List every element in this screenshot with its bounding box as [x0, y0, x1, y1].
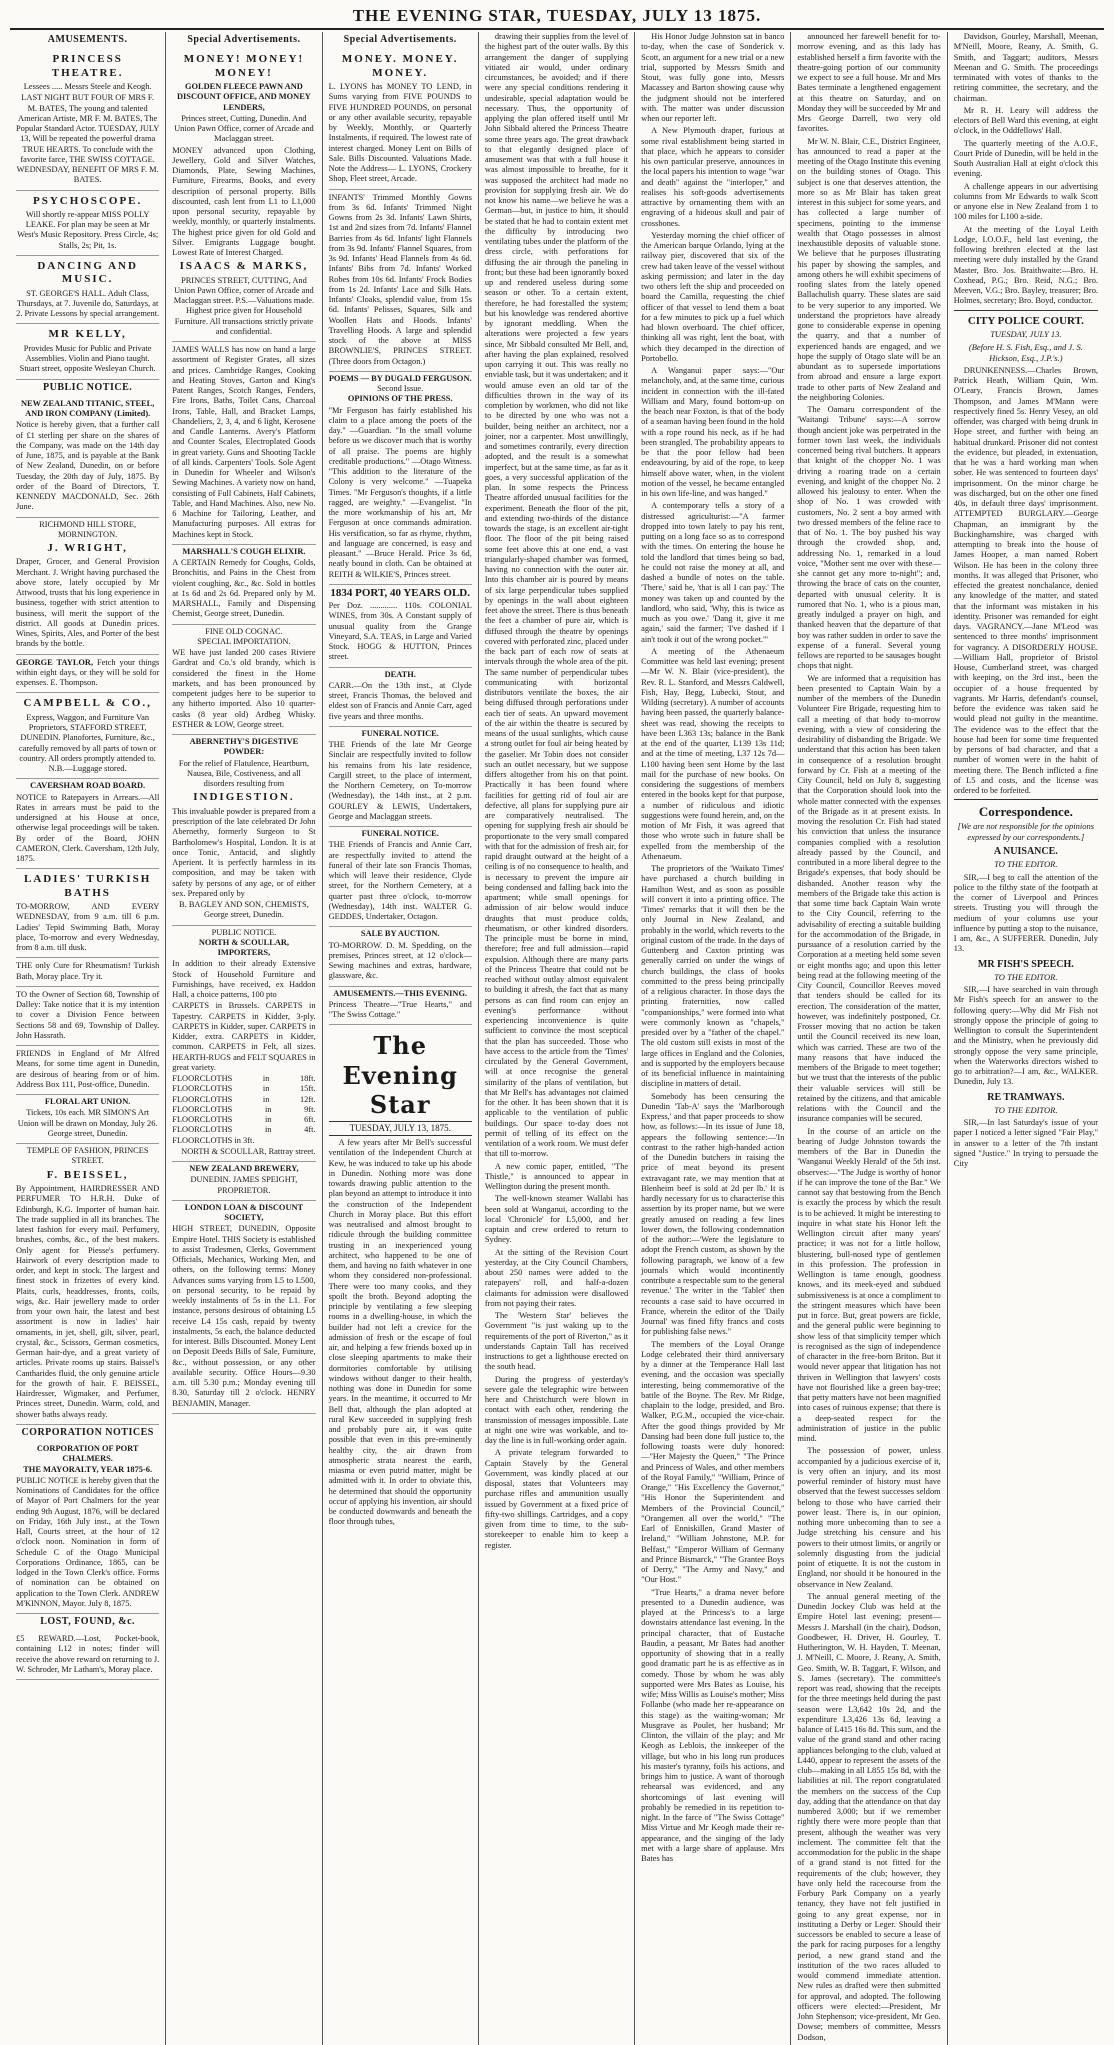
ad-title: NEW ZEALAND TITANIC, STEEL, AND IRON COMPANY (Limited).	[20, 398, 155, 419]
ad-body: FRIENDS in England of Mr Alfred Means, for some time agent in Dunedin, are desirous of hearing from or of him. Address Box 111, Post-office, Dunedin.	[16, 1049, 160, 1089]
ad-golden-fleece	[172, 49, 315, 342]
ad-friends	[16, 1046, 159, 1095]
ad-body: Notice is hereby given, that a further call of £1 sterling per share on the shares of the Company, was made on the 14th day of June, 1875, and is payable at the Bank of New Zealand, Dunedin, on or before Tuesday, the 20th day of July, 1875. By order of the Board of Directors, T. KENNEDY MACDONALD, Sec. 26th June.	[16, 420, 160, 512]
ad-north-scoullar	[172, 926, 315, 1163]
article-paragraph: A few years after Mr Bell's successful ventilation of the Independent Church at Kew, he was induced to take up his abode in Dunedin. Nothing more was done towards drawing public attention to the plan beyond an attempt to introduce it into the construction of the Independent Church in Moray place. But this effort was neutralised and almost brought to ridicule through the building committee trusting in an inexperienced young architect, who happened to be one of them, and having no faith whatever in one whom they considered non-professional. There were too many cooks, and they spoilt the broth. Beyond adopting the principle by ventilating a few sleeping rooms in a dwelling-house, in which the builder had not left a crevice for the admission of fresh or the escape of foul air, and helping a few friends boxed up in close sleeping apartments to make their dormitories comfortable by utilising windows without danger to their health, nothing was done in Dunedin for some years. In the meantime, it occurred to Mr Bell that, although the plan adopted at rural Kew succeeded in supplying fresh and probably pure air, it was quite possible that even in this pre-eminently healthy city, the air drawn from atmospheric strata nearest the earth, miasma or even putrid matter, might be admitted with it. In order to obviate this, he determined that should the opportunity occur of applying his invention, air should be conducted downwards and beneath the floor through tubes,	[328, 1138, 472, 1527]
ad-list: CARPETS in Brussels. CARPETS in Tapestry. CARPETS in Kidder, 3-ply. CARPETS in Kidder, super. CARPETS in Kidder, extra. CARPETS in Kidder, common. CARPETS in Felt, all sizes. HEARTH-RUGS and FELT SQUARES in great variety.	[172, 1001, 316, 1072]
ad-body: For the relief of Flatulence, Heartburn, Nausea, Bile, Costiveness, and all disorders resulting from	[178, 758, 309, 789]
news-item: The quarterly meeting of the A.O.F., Court Pride of Dunedin, will be held in the South Australian Hall at eight o'clock this evening.	[953, 138, 1098, 179]
ad-caversham	[16, 779, 159, 869]
section-heading: PUBLIC NOTICE.	[43, 381, 133, 393]
correspondence-note: [We are not responsible for the opinions expressed by our correspondents.]	[957, 821, 1095, 842]
ad-body: TO the Owner of Section 68, Township of Dalley: Take notice that it is my intention to cover a Division Fence between Sections 58 and 69, Township of Dalley. John Hassrath.	[16, 989, 160, 1040]
ad-title: NEW ZEALAND BREWERY,	[189, 1164, 299, 1174]
notice-body: Princess Theatre—"True Hearts," and "The Swiss Cottage."	[328, 999, 472, 1020]
ad-body: This invaluable powder is prepared from a prescription of the late celebrated Dr John Abernethy, formerly Surgeon to St Bartholomew's Hospital, London. It is at once Tonic, Antacid, and slightly Aperient. It is perfectly harmless in its composition, and may be taken with safety by persons of any age, or of either sex. Prepared only by	[172, 806, 316, 898]
ad-abernethy	[172, 735, 315, 925]
column-3	[323, 32, 479, 2045]
ad-body: TO-MORROW, AND EVERY WEDNESDAY, from 9 a.m. till 6 p.m. Ladies' Tepid Swimming Bath, Moray place, To-morrow and every Wednesday, from 8 a.m. till dusk.	[16, 902, 160, 953]
column-7	[948, 32, 1104, 2045]
letter-salutation: TO THE EDITOR.	[994, 971, 1058, 982]
ad-subtitle: THE MAYORALTY, YEAR 1875-6.	[23, 1464, 153, 1474]
notice-body: THE Friends of the late Mr George Sinclair are respectfully invited to follow his remains from his late residence, Cargill street, to the place of interment, the Northern Cemetery, on To-morrow (Wednesday), the 14th inst., at 2 p.m. GOURLEY & LEWIS, Undertakers, George and Maclaggan streets.	[328, 740, 472, 821]
ad-body: THE only Cure for Rheumatism! Turkish Bath, Moray place. Try it.	[16, 961, 160, 981]
ad-title: FLORAL ART UNION.	[44, 1097, 131, 1107]
letter-body: SIR,—In last Saturday's issue of your paper I noticed a letter signed "Fair Play," in answer to a letter of the 7th instant signed "Justice." In trying to persuade the City	[953, 1118, 1098, 1169]
section-heading: Special Advertisements.	[343, 34, 457, 45]
notice-death	[329, 668, 472, 727]
notice-title: FUNERAL NOTICE.	[361, 829, 439, 839]
ad-title: CAMPBELL & CO.,	[23, 697, 152, 710]
ad-infants	[329, 190, 472, 372]
news-item: The annual general meeting of the Dunedin Jockey Club was held at the Empire Hotel last evening; present—Messrs J. Marshall (in the chair), Dodson, Goodbewer, H. Driver, H. Gourley, T. Hutherington, W. H. Hayden, T. Meenan, J. M'Neill, C. Moore, J. Reany, A. Smith, Geo. Smith, W. B. Taggart, F. Wilson, and S. James (secretary). The committee's report was read, showing that the receipts for the three meetings held during the past season were L3,642 10s 2d, and the expenditure L3,426 13s 6d, leaving a balance of L415 16s 8d. This sum, and the value of the grand stand and other racing appliances belonging to the club, valued at L440, appear to represent the assets of the club—making in all L855 15s 8d, with the liabilities at nil. The report congratulated the members on the success of the Cup day, adding that the attendance on that day numbered 3,000; but if we remember rightly there were more people than that present, although the weather was very inclement. The committee felt that the accommodation for the public in the shape of a grand stand is not fitted for the requirements of the club; however, they have only held the racecourse from the Forbury Park Company on a yearly tenancy, they have not felt justified in going to any great expense, nor in instituting a Derby or Leger. Should their successors be enabled to secure a lease of the park for racing purposes for a lengthy period, a new grand stand and the institution of the two races alluded to would commend immediate attention. New rules as drafted were then submitted for approval, and adopted. The following officers were elected:—President, Mr John Stephenson; vice-president, Mr Geo. Dowse; members of committee, Messrs Dodson,	[797, 1591, 941, 2042]
news-item: The well-known steamer Wallabi has been sold at Wanganui, according to the local 'Chronicle' for L5,000, and her captain and crew ordered to return to Sydney.	[484, 1194, 629, 1245]
notice-funeral-2	[329, 827, 472, 927]
column-2	[166, 32, 322, 2045]
notice-body: THE Friends of Francis and Annie Carr, are respectfully invited to attend the funeral of their late son Francis Thomas, which will leave their residence, Clyde street, for the Northern Cemetery, at a quarter past three o'clock, to-morrow (Wednesday), 14th inst. WALTER G. GEDDES, Undertaker, Octagon.	[328, 840, 472, 922]
ad-subtitle: RICHMOND HILL STORE, MORNINGTON.	[39, 519, 137, 539]
notice-body: TO-MORROW. D. M. Spedding, on the premises, Princes street, at 12 o'clock—Sewing machines and extras, hardware, glassware, &c.	[328, 940, 472, 981]
ad-title: GEORGE TAYLOR,	[16, 657, 94, 667]
news-item: The members of the Loyal Orange Lodge celebrated their third anniversary by a dinner at the Temperance Hall last evening, and the occasion was specially interesting, being commemorative of the battle of the Boyne. The Rev. Mr Ridge, chaplain to the lodge, presided, and Bro. Walker, P.G.M., occupied the vice-chair. After the good things provided by Mr Dansing had been done full justice to, the following toasts were duly honored:—"Her Majesty the Queen," "The Prince and Princess of Wales, and other members of the Royal Family," "William, Prince of Orange," "His Excellency the Governor," "His Honor the Superintendent and Members of the Provincial Council," "Orangemen all over the world," "The Earl of Enniskillen, Grand Master of Ireland," "William Johnstone, M.P. for Belfast," "Emperor William of Germany and Prince Bismarck," "The Grantee Boys of Derry," "The Army and Navy," and "Our Host."	[641, 1339, 785, 1585]
news-item: At the meeting of the Loyal Leith Lodge, I.O.O.F., held last evening, the following brethren elected at the last meeting were duly installed by the Grand Master, Bro. Jos. Braithwaite:—Bro. H. Coxhead, P.G.; Bro. Reid, N.G.; Bro. Meeven, V.G.; Bro. Bayley, treasurer; Bro. Holmes, secretary; Bro. Boyd, conductor.	[953, 224, 1098, 306]
ad-title: MARSHALL'S COUGH ELIXIR.	[182, 546, 306, 556]
divider	[954, 799, 1098, 800]
correspondence-heading: Correspondence.	[978, 804, 1073, 820]
notice-funeral-1	[329, 727, 472, 827]
ad-title: FINE OLD COGNAC.	[205, 626, 283, 636]
ad-body: Express, Waggon, and Furniture Van Proprietors, STAFFORD STREET, DUNEDIN. Planofortes, Furniture, &c., carefully removed by all parts of town or country. All orders promptly attended to. N.B.—Luggage stored.	[18, 712, 157, 774]
notice-title: SALE BY AUCTION.	[360, 929, 440, 939]
ad-london-loan	[172, 1201, 315, 1414]
ad-body: HIGH STREET, DUNEDIN, Opposite Empire Hotel. THIS Society is established to assist Tradesmen, Clerks, Government Officials, Mechanics, Working Men, and others, on the following terms: Money Advances sums varying from L5 to L500, on personal security, to be repaid by weekly instalments of 5s in the L1. For instance, persons desirous of obtaining L5 receive L4 15s cash, repaid by twenty instalments, 5s each, the balance deducted for interest. Bills Discounted. Money Lent on Deposit Deeds Bills of Sale, Furniture, &c., without possession, or any other available security. Office Hours—9.30 a.m. till 5.30 p.m.; Monday evening till 8.30, Saturday till 2 o'clock. HENRY BENJAMIN, Manager.	[172, 1224, 316, 1408]
ad-title: POEMS — BY DUGALD FERGUSON.	[328, 373, 472, 383]
news-item: Somebody has been censuring the Dunedin 'Tab-A' says the 'Marlborough Express,' and that paper proceeds to show how, as follows:—In its issue of June 18, appears the following sentence:—'In contrast to the rather high-handed action of the Dunedin butchers in raising the price of meat beyond its present extravagant rate, we may mention that at Blenheim beef is sold at 2d per lb.' It is hardly necessary for us to characterise this assertion by its proper name, but we were greatly amused on reading a few lines lower down, the following condemnation of the author:—'Were the legislature to adopt the French custom, as shown by the following paragraph, we know of a few journals which would incontinently contribute a respectable sum to the general revenue.' The writer in the 'Tablet' then recounts a case said to have occurred in France, wherein the editor of the 'Daily Journal' was fined fifty francs and costs for publishing false news."	[641, 1091, 785, 1337]
ad-body: L. LYONS has MONEY TO LEND, in Sums varying from FIVE POUNDS to FIVE HUNDRED POUNDS, on personal or any other available security, repayable by Weekly, Monthly, or Quarterly Instalments, if required. The lowest rate of interest charged. Money Lent on Bills of Sale. Bills Discounted. Valuations Made. Note the Address— L. LYONS, Crockery Shop, Fleet street, Arcade.	[328, 82, 472, 184]
column-5	[635, 32, 791, 2045]
letter-title: RE TRAMWAYS.	[987, 1091, 1065, 1103]
ad-body: DUNEDIN. JAMES SPEIGHT, PROPRIETOR.	[190, 1175, 298, 1195]
ad-title: ISAACS & MARKS,	[179, 260, 309, 273]
ad-brewery	[172, 1162, 315, 1201]
ad-cognac	[172, 625, 315, 736]
news-item: A meeting of the Athenaeum Committee was held last evening; present—Mr W. N. Blair (vice-president), the Rev. R. L. Stanford, and Messrs Caldwell, Fish, Hay, Begg, Lubecki, Stout, and Wilding (secretary). A number of accounts having been passed, the quarterly balance-sheet was read, showing the receipts to have been L363 13s; balance in the Bank at the end of the quarter, L139 13s 11d; and at the time of meeting, L37 12s 7d—L100 having been sent Home by the last mail for the purchase of new books. On considering the suggestions of members entered in the books kept for that purpose, a number of ridiculous and idiotic suggestions were found herein, and, on the motion of Mr Fish, it was agreed that those who wrote such in future shall be expelled from the membership of the Athenaeum.	[641, 646, 785, 861]
ad-body: Provides Music for Public and Private Assemblies. Violin and Piano taught. Stuart street, opposite Wesleyan Church.	[19, 343, 156, 374]
letter-salutation: TO THE EDITOR.	[994, 859, 1058, 870]
ad-body: A CERTAIN Remedy for Coughs, Colds, Bronchitis, and Pains in the Chest from violent coughing, &c., &c. Sold in bottles at 1s 6d and 2s 6d. Prepared only by M. MARSHALL, Family and Dispensing Chemist, George street, Dunedin.	[172, 558, 316, 619]
ad-title: MR KELLY,	[48, 328, 127, 341]
ad-title: ABERNETHY'S DIGESTIVE POWDER:	[189, 737, 299, 757]
divider	[954, 310, 1098, 311]
ad-title: PSYCHOSCOPE.	[33, 194, 143, 207]
letter-salutation: TO THE EDITOR.	[994, 1104, 1058, 1115]
letter-body: SIR,—I have searched in vain through Mr Fish's speech for an answer to the following query:—Why did Mr Fish not strongly oppose the principle of going to Wellington to consult the Superintendent and the Ministry, when he previously did strongly oppose the very same principle, when the Waterworks directors wished to go to arbitration?—I am, &c., WALKER. Dunedin, July 13.	[953, 985, 1098, 1087]
ad-title: CORPORATION OF PORT CHALMERS.	[36, 1444, 139, 1464]
ad-port-chalmers	[16, 1442, 159, 1614]
ad-psychoscope	[16, 191, 159, 256]
ad-subtitle: GOLDEN FLEECE PAWN AND DISCOUNT OFFICE, AND MONEY LENDERS,	[176, 82, 311, 112]
article-paragraph: drawing their supplies from the level of the highest part of the outer walls. By this arrangement the danger of supplying vitiated air would, under ordinary circumstances, be avoided; and if there were any special conditions rendering it undesirable, special adaptation would be necessary. Thus, the opportunity of applying the plan offered itself until Mr John Sibbald altered the Princess Theatre some three years ago. The great drawback to that elegantly designed place of amusement was that with a full house it was almost impossible to breathe, for it was supposed the architect had made no provision for supplying fresh air. We do not know his name—we believe he was a German—but, in justice to him, it should be stated that he had to contain extent met the difficulty by introducing two ventilating tubes under the platform of the dress circle, with perforations for diffusing the air through the paneling in front; but these had been ignorantly boxed up and rendered useless during some season or other. To a certain extent, therefore, he had forestalled the system; but his knowledge was rendered abortive by ignorant meddling. When the alterations were projected a few years since, Mr Sibbald consulted Mr Bell, and, after having the plan explained, resolved upon carrying it out. This was really no enviable task, but it was undertaken; and it would amuse even an old tar of the difficulties thrown in the way of its completion by workmen, who did not like to be directed by one who was not a builder, being neither an architect, nor a joiner, nor a carpenter. Most unwillingly, and sometimes contrarily, every direction adopted, and the result is a somewhat imperfect, but at the same time, as far as it goes, a very successful application of the plan. In some respects the Princess Theatre afforded unusual facilities for the experiment. Beneath the floor of the pit, and extending two-thirds of the distance towards the stage, is an excellent air-tight floor. The floor of the pit being raised some feet above this at one end, a vast triangularly-shaped chamber was formed, having no connection with the outer air. Into this chamber air is poured by means of six large perpendicular tubes supplied by openings in the wall about eighteen feet above the street. There is thus beneath the feet a chamber of pure air, which is diffused through the theatre by openings covered with perforated zinc, placed under the back part of each row of seats at intervals through the whole area of the pit. The same number of perpendicular tubes communicating with horizontal distributors ventilate the boxes, the air being diffused through perforations under each tier of seats. An upward movement of the air within the theatre is secured by means of the usual sunlights, which cause a strong outlet for foul air being heated by the gaselier. Mr Tobin does not consider such an outlet necessary, but we suppose differs altogether from his on that point. Practically it has been found where facilities for getting rid of foul air are defective, all plans for supplying pure air are comparatively neutralised. The opening for supplying fresh air should be proportionate to the very small compared with that for the admission of fresh air, for rapid draught outward at the height of a ceiling is of no consequence to health, and is necessary to prevent the impure air being condensed and falling back into the apartment; while small openings for admission of air below would induce draughts that must produce colds, rheumatism, or other kindred disorders. The principle must be borne in mind, therefore; free and full admission—rapid expulsion. Although there are many parts of the Princess Theatre that could not be reached without outlay almost equivalent to building it afresh, the fact that as many persons as can find room can enjoy an evening's performance without experiencing inconvenience is quite sufficient to convince the most sceptical that the plan has succeeded. Those who have access to the article from the 'Times' circulated by the General Government, will at once recognise the general similarity of the plans of ventilation, but that Mr Bell's has advantages not claimed for the other. It has been shown that it is applicable to the ventilation of public buildings. Our space to-day does not permit of telling of its effect on the ventilation of a work room. We must defer that till to-morrow.	[484, 32, 629, 1159]
ad-titanic	[16, 397, 159, 518]
notice-sale	[329, 927, 472, 986]
ad-list: FLOORCLOTHS in 18ft. FLOORCLOTHS in 15ft. FLOORCLOTHS in 12ft. FLOORCLOTHS in 9ft. FLOORCLOTHS in 6ft. FLOORCLOTHS in 4ft. FLOORCLOTHS in 3ft.	[172, 1074, 316, 1145]
ad-subtitle: SPECIAL IMPORTATION.	[197, 636, 291, 646]
ad-body: Princes street, Cutting, Dunedin. And Union Pawn Office, corner of Arcade and Maclaggan street.	[174, 113, 314, 144]
ad-body: PUBLIC NOTICE is hereby given that the Nominations of Candidates for the office of Mayor of Port Chalmers for the year ending 9th August, 1876, will be declared on Friday, 16th July inst., at the Town Hall, Courts street, at the hour of 12 o'clock noon. Nomination in form of Schedule C of the Otago Municipal Corporations Ordinance, 1865, can be lodged in the Town Clerk's office. Forms of nomination can be obtained on application to the Town Clerk. ANDREW M'KINNON, Mayor. July 8, 1875.	[16, 1475, 160, 1608]
news-item: "True Hearts," a drama never before presented to a Dunedin audience, was played at the Princess's to a large downstairs attendance last evening. In the principal character, that of Eustache Baudin, a peasant, Mr Bates had another opportunity of showing that in a really good dramatic part he is as effective as in comedy. Those by whom he was ably supported were Mrs Bates as Louise, his wife; Miss Willis as Louise's mother; Miss Follanbe (who made her re-appearance on this stage) as the waiting-woman; Mr Musgrave as Poulet, her husband; Mr Clinton, the villain of the play; and Mr Keogh as Leblois, the innkeeper of the village, but who in his long run produces his master's tyranny, foils his actions, and brings him to justice. A want of thorough rehearsal was evidenced, and any shortcomings of last evening will probably be remedied in its repetition to-night. In the farce of "The Swiss Cottage" Miss Virtue and Mr Keogh made their re-appearance, and the singing of the lady met with a large share of applause. Mrs Bates has	[641, 1587, 785, 1863]
editorial-article	[329, 1138, 472, 1528]
ad-title: MONEY! MONEY! MONEY!	[183, 53, 305, 79]
ad-body: Tickets, 10s each. MR SIMON'S Art Union will be drawn on Monday, July 26. George street, Dunedin.	[17, 1108, 158, 1138]
section-heading: LOST, FOUND, &c.	[40, 1616, 136, 1628]
letter-body: SIR,—I beg to call the attention of the police to the filthy state of the footpath at the corner of Liverpool and Princes streets. Trusting you will through the medium of your columns use your influence by putting a stop to the nuisance, I am, &c., A SUFFERER. Dunedin, July 13.	[953, 872, 1098, 954]
ad-title: MONEY. MONEY. MONEY.	[341, 53, 459, 79]
ad-body: PRINCES STREET, CUTTING, And Union Pawn Office, corner of Arcade and Maclaggan street. P.S.—Valuations made. Highest price given for Household Furniture. All transactions strictly private and confidential.	[173, 275, 315, 336]
court-bench: (Before H. S. Fish, Esq., and J. S. Hickson, Esq., J.P.'s.)	[968, 342, 1083, 363]
ad-beissel	[16, 1144, 159, 1425]
ad-body: ST. GEORGE'S HALL. Adult Class, Thursdays, at 7. Juvenile do, Saturdays, at 2. Private Lessons by special arrangement.	[16, 288, 160, 319]
ad-subtitle: PUBLIC NOTICE.	[211, 927, 277, 937]
news-item: A New Plymouth draper, furious at some rival establishment being started in that place, which he appears to consider his own particular preserve, announces in the local papers his intention to wage "war and death" against the "interloper," and realises his soft-goods advertisements attractive by ornamenting them with an engraving of a hideous skull and pair of crossbones.	[641, 126, 785, 228]
letter-title: A NUISANCE.	[993, 846, 1058, 858]
ad-body: LAST NIGHT BUT FOUR OF MRS F. M. BATES, The young and talented American Artiste, MR F. M. BATES, The Popular Standard Actor. TUESDAY, JULY 13, Will be repeated the powerful drama TRUE HEARTS. To conclude with the favorite farce, THE SWISS COTTAGE. WEDNESDAY, BENEFIT OF MRS F. M. BATES.	[16, 93, 160, 185]
news-item: The proprietors of the 'Waikato Times' have purchased a church building in Hamilton West, and as soon as possible will convert it into a printing office. The 'Times' remarks that it will then be the only Journal in New Zealand, and probably in the world, which reverts to the original custom of the trade. In the days of Guttenberg and Caxton printing was generally carried on under the wings of church buildings, the class of books committed to the press being principally of a religious character. In those days the printing fraternities, now called "companionships," were formed into what were commonly known as "chapels," presided over by a "father of the chapel." The old custom still exists in most of the large offices in England and the Colonies, and is supported by the employers because of its beneficial influence in maintaining discipline in matters of detail.	[641, 864, 785, 1089]
ad-body: "Mr Ferguson has fairly established his claim to a place among the poets of the day." —Guardian. "In the small volume before us we discover much that is worthy of all praise. The poems are highly creditable productions." —Otago Witness. "This addition to the literature of the Colony is very welcome." —Tuapeka Times. "Mr Ferguson's thoughts, if a little ragged, are weighty." —Evangelist. "In the more workmanship of his art, Mr Ferguson at once commands admiration. His versification, so far as rhyme, rhythm, and language are concerned, is easy and pleasant." —Bruce Herald. Price 3s 6d, neatly bound in cloth. Can be obtained at REITH & WILKIE'S, Princes street.	[328, 405, 472, 579]
ad-owner	[16, 987, 159, 1046]
news-item: At the sitting of the Revision Court yesterday, at the City Council Chambers, about 250 names were added to the ratepayers' roll, and half-a-dozen claimants for admission were disallowed from not paying their rates.	[484, 1247, 629, 1308]
section-heading: Special Advertisements.	[187, 34, 301, 45]
ad-body: £5 REWARD.—Lost, Pocket-book, containing L12 in notes; finder will receive the above reward on returning to J. W. Schroder, Mr Latham's, Moray place.	[16, 1634, 160, 1674]
ad-poems	[329, 372, 472, 585]
masthead-title: THE EVENING STAR, TUESDAY, JULY 13 1875.	[352, 6, 762, 25]
notice-title: DEATH.	[384, 669, 416, 679]
ad-title: F. BEISSEL,	[46, 1168, 129, 1181]
ad-turkish-baths	[16, 869, 159, 958]
ad-james-walls	[172, 342, 315, 545]
ad-title: CAVERSHAM ROAD BOARD.	[30, 781, 146, 791]
news-item: Davidson, Gourley, Marshall, Meenan, M'Neill, Moore, Reany, A. Smith, G. Smith, and Taggart; auditors, Messrs Meenan and G. Smith. The proceedings terminated with votes of thanks to the retiring committee, the secretary, and the chairman.	[953, 32, 1098, 103]
ad-text: Fetch your things within eight days, or they will be sold for expenses. E. Thompson.	[16, 657, 160, 688]
column-1	[10, 32, 166, 2045]
notice-body: CARR.—On the 13th inst., at Clyde street, Francis Thomas, the beloved and eldest son of Francis and Annie Carr, aged five years and three months.	[328, 680, 472, 721]
ad-body: Will shortly re-appear MISS POLLY LEAKE. For plan may be seen at Mr West's Music Repository. Press Circle, 4s; Stalls, 2s; Pit, 1s.	[17, 209, 159, 250]
ad-lessees: Lessees ..... Messrs Steele and Keogh.	[23, 82, 152, 91]
masthead	[10, 6, 1104, 30]
news-item: The Oamaru correspondent of the 'Waitangi Tribune' says:—A sorrow though ancient joke was perpetrated in the former town last week, the individuals concerned being rival butchers. It appears that knight of the chopper No. 1 was driving a roaring trade on a certain evening, and knight of the chopper No. 2 allowed his jealousy to enter. When the shop of No. 1 was crowded with customers, No. 2 sent a boy armed with two dressed members of the feline race to that of No. 1. The boy pushed his way through the crowded shop, and, addressing No. 1, remarked in a loud voice, "Mother sent me over with these—she cannot get any more to-night"; and, throwing the brace of cats on the counter, departed with unusual celerity. It is rumored that No. 1, who is a pious man, greatly indulged a prayer on high, and thanked heaven that the departure of that boy was rather sudden in order to save the expense of a funeral. Several young fellows are reported to be sausages bought chops that night.	[797, 405, 941, 671]
editorial-masthead: The Evening Star	[342, 1031, 458, 1119]
ad-princess-theatre	[16, 49, 159, 190]
court-report: DRUNKENNESS.—Charles Brown, Patrick Heath, William Quin, Wm. O'Leary, Francis Brown, James Thompson, and James M'Mann were respectively fined 5s. Henry Vesey, an old offender, was charged with being drunk in Hope street, and further with being an habitual drunkard. Prisoner did not contest the evidence, but pleaded, in extenuation, that he was a hard working man when sober. He was sentenced to fourteen days' imprisonment. On the minor charge he was discharged, but on the other one fined 40s, in default three days' imprisonment. ATTEMPTED BURGLARY.—George Chapman, an immigrant by the Buckinghamshire, was charged with attempting to break into the house of James Hooper, a man named Robert Wilson. He has been in the colony three months. It was alleged that Prisoner, who effected the greatest nonchalance, denied any knowledge of the matter, and stated that the informant was mistaken in his identity. Prisoner was remanded for eight days. VAGRANCY.—Jane M'Leod was sentenced to three months' imprisonment for vagrancy. A DISORDERLY HOUSE.—William Hall, proprietor of Bristol House, Cumberland street, was charged with keeping, on the 3rd inst., been the occupier of a house frequented by vagrants. Mr Harris, defendant's counsel, before the evidence was taken said he would plead not guilty in the meantime. The evidence was to the effect that the house had been for some time frequented by persons of bad character, and that a number of women were in the habit of meeting there. The Bench inflicted a fine of L5 and costs, and the license was ordered to be forfeited.	[953, 365, 1098, 796]
ad-title: NORTH & SCOULLAR, IMPORTERS,	[198, 937, 290, 958]
news-item: Mr W. N. Blair, C.E., District Engineer, has announced to read a paper at the meeting of the Otago Institute this evening on the building stones of Otago. This subject is one that deserves attention, the more so as Mr Blair has taken great interest in this subject for some years, and has collected a large number of specimens, pointing to the immense wealth that Otago possesses in almost inexhaustible deposits of valuable stone. We believe that he purposes illustrating his paper by showing the samples, and among others he will exhibit specimens of roofing slates from the lately opened Ballachulish quarry. These slates are said to be very superior to any imported. We understand the proprietors have already gone to considerable expense in opening the quarry, and that a number of experienced hands are engaged, and we hope the supply of Otago slate will be an abundant as to supersede importations from abroad and ensure a large export trade to other parts of New Zealand and the neighboring Colonies.	[797, 136, 941, 402]
ad-cure	[16, 958, 159, 987]
letter-title: MR FISH'S SPEECH.	[977, 958, 1074, 970]
ad-title: LADIES' TURKISH BATHS	[23, 873, 152, 899]
ad-campbell	[16, 693, 159, 779]
news-item: His Honor Judge Johnston sat in banco to-day, when the case of Sonderick v. Scott, an argument for a new trial or a new trial, supported by Messrs Smith and Stout, was fully gone into, Messrs Macassey and Barton showing cause why the judgment should not be interfered with. The matter was under discussion when our reporter left.	[641, 32, 785, 123]
ad-body	[16, 658, 159, 689]
ad-dancing	[16, 256, 159, 325]
ad-taylor	[16, 655, 159, 694]
court-date: TUESDAY, JULY 13.	[990, 328, 1062, 339]
news-item: We are informed that a requisition has been presented to Captain Wain by a number of the members of the Dunedin Volunteer Fire Brigade, requesting him to call a meeting of that body to-morrow evening, with a view of considering the desirability of disbanding the Brigade. We understand that this action has been taken in consequence of a resolution brought forward by Cr. Fish at a meeting of the City Council, held on July 8, suggesting that the Corporation should look into the whole matter connected with the expenses of the Brigade as it at present exists. In moving the resolution Cr. Fish had stated his conviction that unless the insurance companies complied with a resolution already passed by the Council, and contributed in a more liberal degree to the Brigade's expenses, that body should be disbanded. Another reason why the members of the Brigade take this action is that some time back Captain Wain wrote to the City Council, referring to the advisability of erecting a suitable building for the accommodation of the Brigade, in pursuance of a resolution carried by the Corporation at a meeting held some seven or eight months ago; and upon this letter being read at the following meeting of the City Council, Councillor Reeves moved that tenders should be called for its erection. The consideration of the matter, however, was indefinitely postponed, Cr. Frosser moving that no action be taken until the Council received its new loan, which was carried. These are two of the many reasons that have induced the members of the Brigade to meet together; but we trust that the interests of the public their valuable services will still be retained by the citizens, and that amicable relations with the Council and the insurance companies will be secured.	[797, 673, 941, 1124]
ad-cough-elixir	[172, 545, 315, 625]
ad-body: JAMES WALLS has now on hand a large assortment of Register Grates, all sizes and prices. Cambridge Ranges, Cooking and Heating Stoves, Garton and King's Patent Ranges, Scotch Ranges, Fenders, Fire Irons, Baths, Toilet Cans, Charcoal Irons, Table, Hall, and Bracket Lamps, Chandeliers, 2, 3, 4, and 6 light, Kerosene and Candle Lanterns. Avery's Platform and Counter Scales, Electroplated Goods in great variety. Guns and Shooting Tackle of all kinds. Carpenters' Tools. Sole Agent in Dunedin for Wheeler and Wilson's Sewing Machines. A variety now on hand, consisting of Full Cabinets, Half Cabinets, Table, and Hand Machines. Also, new No. 6 Machine for Tailoring, Leather, and Manufacturing purposes. All extras for Machines kept in Stock.	[172, 345, 316, 539]
ad-title: DANCING AND MUSIC.	[37, 259, 138, 286]
ad-body: Per Doz. ............. 110s. COLONIAL WINES, from 30s. A Constant supply of unusual quality from the Grange Vineyard, S.A. TEAS, in Large and Varied Stock. HOGG & HUTTON, Princes street.	[328, 601, 472, 662]
news-item: A contemporary tells a story of a distressed agriculturist:—"A farmer dropped into town lately to pay his rent, putting on a long face so as to correspond with the times. On entering the house he told the landlord that times being so bad, he could not raise the money at all, and dashed a bundle of notes on the table. 'There,' said he, 'that is all I can pay.' The money was taken up and counted by the landlord, who said, 'Why, this is twice as much as you owe.' 'Dang it, give it me again,' said the farmer; 'I've dashed if I ain't took it out of the wrong pocket.'"	[641, 501, 785, 644]
news-item: A new comic paper, entitled, "The Thistle," is announced to appear in Wellington during the present month.	[484, 1161, 629, 1191]
ad-body: Draper, Grocer, and General Provision Merchant. J. Wright having purchased the above store, lately occupied by Mr Attwood, trusts that his long experience in business, together with strict attention to business, will merit the support of the district. All goods at Dunedin prices. Wines, Spirits, Ales, and Porter of the best brands by the bottle.	[16, 557, 160, 649]
ad-body: By Appointment, HAIRDRESSER AND PERFUMER TO H.R.H. Duke of Edinburgh, K.G. Importer of human hair. The trade supplied in all its branches. The latest fashion for every mail. Perfumery, brushes, combs, &c., of the best makers. Only agent for Piesse's perfumery. Hairwork of every description made to order, and kept in stock. The largest and finest stock in frizettes of every kind. Plaits, curls, headdresses, fronts, coils, wigs, &c. Hair jewellery made to order from your own hair, the latest and best assortment is now in ladies' hair ornaments, in jet, shell, gilt, silver, pearl, crystal, &c., Scissors, German cosmetics, German hair-dye, and a great variety of articles. Private rooms up stairs. Baissel's Cantharides fluid, the only genuine article for the growth of hair. F. BEISSEL, Hairdresser, Wigmaker, and Perfumer, Princes street, Dunedin. Warm, cold, and shower baths always ready.	[16, 1184, 160, 1419]
ad-subtitle: Second Issue.	[377, 384, 424, 393]
column-4	[479, 32, 635, 2045]
ad-title: 1834 PORT, 40 YEARS OLD.	[330, 586, 470, 599]
ad-kelly	[16, 324, 159, 379]
ad-signature: NORTH & SCOULLAR, Rattray street.	[181, 1146, 316, 1156]
ad-title: LONDON LOAN & DISCOUNT SOCIETY,	[184, 1202, 304, 1223]
ad-wright	[16, 518, 159, 655]
news-item: In the course of an article on the bearing of Judge Johnston towards the members of the Bar in Dunedin the 'Wanganui Weekly Herald' of the 5th inst. observes:—"The Judge is worthy of honor if he can improve the tone of the Bar." We cannot say that bestowing from the Bench is exactly the process by which the result is to be achieved. It might be interesting to inquire in what state his Honor left the Wellington circuit after many years' practice; it was not for a little hollow, blustering, bull-nosed type of gentlemen in this profession. The profession in Wellington is tame enough, goodness knows, and its meek-eyed and subdued submissiveness is at once a compliment to the stringent measures which have been put in force. But, great powers are fickle, and the general public were beginning to show less of that simplicity temper which is recognised as the sign of independence of character in the free-born Briton. But it would never appear that litigation has not thriven in Wellington that lawyers' costs have not flourished like a green bay-tree; that petty matters have not been magnified into cases of ruinous expense; that there is a deep-seated respect for the administration of justice in the public mind.	[797, 1126, 941, 1443]
ad-subtitle: OPINIONS OF THE PRESS.	[347, 394, 453, 404]
ad-body: NOTICE to Ratepayers in Arrears.—All Rates in arrears must be paid to the undersigned at his House at once, otherwise legal proceedings will be taken. By order of the Board, JOHN CAMERON, Clerk. Caversham, 12th July, 1875.	[16, 792, 160, 864]
news-item: Mr R. H. Leary will address the electors of Bell Ward this evening, at eight o'clock, in the Oddfellows' Hall.	[953, 105, 1098, 136]
ad-lyons	[329, 49, 472, 189]
ad-lost	[16, 1631, 159, 1680]
news-item: A private telegram forwarded to Captain Stavely by the General Government, was kindly placed at our disposal, states that Volunteers may purchase rifles and ammunition usually issued by Government at a fixed price of fifty-two shillings. Cartridges, and a copy given from time to time, to the sub-storekeeper to enable him to keep a register.	[484, 1448, 629, 1550]
section-heading: AMUSEMENTS.	[47, 34, 128, 45]
ad-subtitle: TEMPLE OF FASHION, PRINCES STREET.	[26, 1146, 149, 1166]
notice-title: AMUSEMENTS.—THIS EVENING.	[333, 988, 468, 998]
news-item: The possession of power, unless accompanied by a judicious exercise of it, is very often an injury, and its most powerful reminder of history must have observed that the fewest successes seldom belong to those who have carried their power least. There is, in our opinion, nothing more unbecoming than to see a Judge stretching his censure and his powers to their utmost limits, or angrily or solemnly disgusting from the judicial point of etiquette. It is not the custom in England, nor should it be honoured in the observance in New Zealand.	[797, 1446, 941, 1589]
editorial-date: TUESDAY, JULY 13, 1875.	[329, 1121, 472, 1136]
news-item: The 'Western Star' believes the Government "is just waking up to the requirements of the port of Riverton," as it understands Captain Tall has received instructions to get a lighthouse erected on the south head.	[484, 1311, 629, 1372]
ad-body: In addition to their already Extensive Stock of Household Furniture and Furnishings, have received, ex Haddon Hall, a choice patterns, 100 pto	[172, 959, 316, 1000]
column-grid	[10, 32, 1104, 2042]
notice-title: FUNERAL NOTICE.	[361, 728, 439, 738]
news-item: announced her farewell benefit for to-morrow evening, and as this lady has established herself a firm favorite with the theatre-going portion of our community we expect to see a full house. Mr and Mrs Bates terminate a lengthened engagement at this theatre on Saturday, and on Monday they will be succeeded by Mr and Mrs George Darrell, two very old favorites.	[797, 32, 941, 134]
news-item: A Wanganui paper says:—"Our melancholy, and, at the same time, curious incident in connection with the ill-fated William and Mary, found bottom-up on the beach near Foxton, is that of the body of a seaman having been found in the hold with a rope round his neck, as if he had been strangled. The probability appears to be that the poor fellow had been endeavouring, by aid of the rope, to keep himself above water, when, in the violent motion of the vessel, he became entangled in his own life-line, and was hanged."	[641, 366, 785, 498]
news-item: A challenge appears in our advertising columns from Mr Edwards to walk Scott or anyone else in New Zealand from 1 to 100 miles for L100 a-side.	[953, 181, 1098, 222]
court-heading: CITY POLICE COURT.	[967, 314, 1084, 327]
ad-body: MONEY advanced upon Clothing, Jewellery, Gold and Silver Watches, Diamonds, Plate, Sewing Machines, Furniture, Firearms, Books, and every description of personal property. Bills discounted, cash lent from L1 to L1,000 upon personal security, repayable by weekly, monthly, or quarterly instalments. The highest price given for old Gold and Silver. Emigrants Luggage bought. Lowest Rate of Interest Charged.	[172, 145, 316, 257]
notice-amusements	[329, 987, 472, 1026]
ad-floral	[16, 1095, 159, 1144]
ad-signature: B. BAGLEY AND SON, CHEMISTS, George street, Dunedin.	[179, 900, 309, 920]
ad-title-large: INDIGESTION.	[193, 791, 295, 804]
ad-port-wine	[329, 585, 472, 668]
ad-body: INFANTS' Trimmed Monthly Gowns from 3s 6d. Infants' Trimmed Night Gowns from 2s 3d. Infants' Lawn Shirts, 1st and 2nd sizes from 7d. Infants' Flannel Barries from 4s 6d. Infants' light Flannels from 3s 9d. Infants' Flannel Squares, from 3s 9d. Infants' Head Flannels from 4s 6d. Infants' Bibs from 7d. Infants' Worked Robes from 10s 6d. Infants' Frock Bodies from 1s 2d. Infants' Lace and Silk Hats. Infants' Cloaks, splendid value, from 15s 6d. Infants' Pelisses, Squares, Silk and Woollen Hats and Hoods. Infants' Travelling Hoods. A large and splendid stock of the above at MISS BROWNLIE'S, PRINCES STREET. (Three doors from Octagon.)	[328, 192, 472, 366]
ad-title: J. WRIGHT,	[47, 542, 128, 555]
ad-body: WE have just landed 200 cases Riviere Gardrat and Co.'s old brandy, which is considered the finest in the Home markets, and has been pronounced by competent judges here to be superior to any hitherto imported. Also 10 quarter-casks (8 year old) Ardbeg Whisky. ESTHER & LOW, George street.	[172, 648, 316, 729]
news-item: Yesterday morning the chief officer of the American barque Orlando, lying at the railway pier, discovered that six of the crew had taken leave of the vessel without asking permission; and later in the day two others left the ship and proceeded on board the Camilla, requesting the chief officer of that vessel to lend them a boat for a few minutes to pick up a fuel which had blown overboard. The chief officer, thinking all was right, lent the boat, with which they decamped in the direction of Portobello.	[641, 230, 785, 363]
section-heading: CORPORATION NOTICES	[21, 1426, 154, 1438]
news-item: During the progress of yesterday's severe gale the telegraphic wire between here and Christchurch were blown in contact with each other, rendering the transmission of messages impossible. Late at night one wire was workable, and to-day the line is in full-working order again.	[484, 1374, 629, 1445]
column-6	[791, 32, 947, 2045]
ad-title: PRINCESS THEATRE.	[51, 53, 124, 79]
